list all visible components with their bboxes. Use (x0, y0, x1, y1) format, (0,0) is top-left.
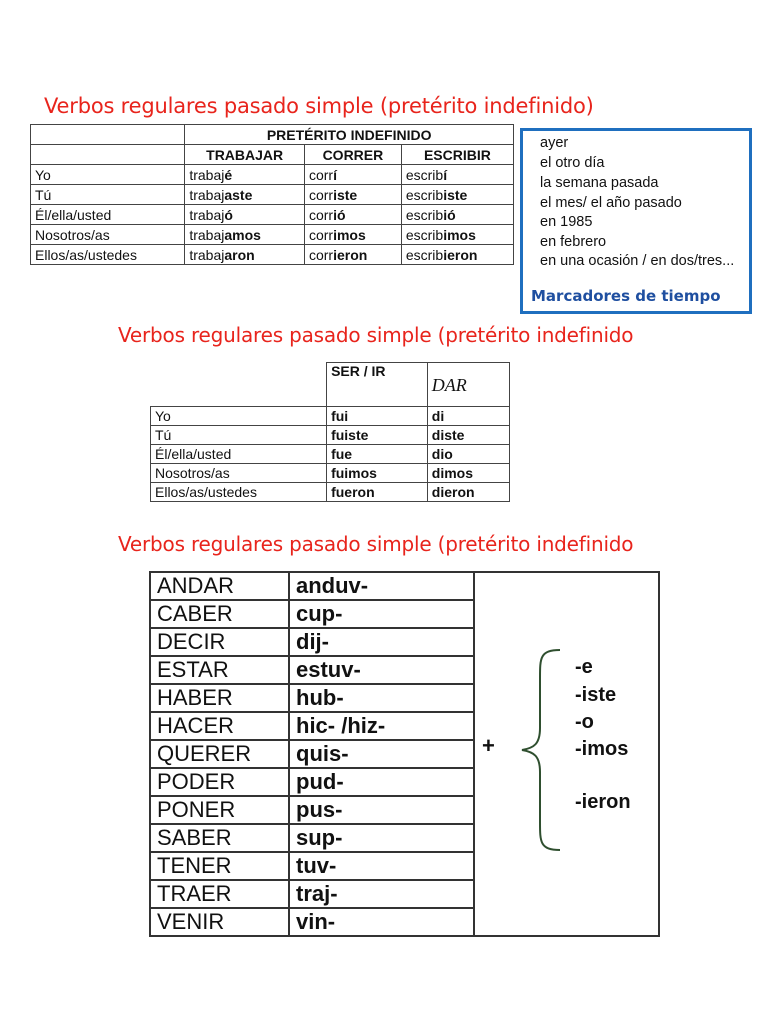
verb-cell: QUERER (150, 740, 289, 768)
pronoun-cell: Tú (151, 426, 327, 445)
verb-cell: ESTAR (150, 656, 289, 684)
section1-heading: Verbos regulares pasado simple (pretérito indefinido) (44, 94, 594, 118)
conjugation-cell (401, 165, 513, 185)
table-row (150, 712, 474, 740)
pronoun-cell: Nosotros/as (31, 225, 185, 245)
marker-item: el mes/ el año pasado (540, 195, 682, 211)
stem-text: escrib (405, 246, 444, 263)
ser-cell: fue (327, 445, 428, 464)
table-row (150, 684, 474, 712)
table-row (150, 656, 474, 684)
ser-cell: fueron (327, 483, 428, 502)
verb-cell: DECIR (150, 628, 289, 656)
stem-text: corr (308, 166, 334, 183)
ending-item: -e (575, 656, 593, 678)
stem-text: escrib (405, 206, 444, 223)
table-row (151, 445, 510, 464)
markers-title: Marcadores de tiempo (531, 287, 721, 305)
table-title: PRETÉRITO INDEFINIDO (185, 125, 514, 145)
pronoun-cell: Nosotros/as (151, 464, 327, 483)
table-row (150, 908, 474, 936)
stem-text: escrib (405, 226, 444, 243)
stem-cell: dij- (289, 628, 474, 656)
conjugation-cell (304, 165, 401, 185)
pronoun-cell: Ellos/as/ustedes (151, 483, 327, 502)
ending-text: iste (443, 186, 468, 203)
verb-cell: VENIR (150, 908, 289, 936)
ending-text: ió (443, 206, 456, 223)
stem-text: trabaj (189, 186, 225, 203)
column-header: ESCRIBIR (401, 145, 513, 165)
table-row (31, 245, 514, 265)
dar-label: DAR (431, 375, 467, 395)
ending-text: é (224, 166, 233, 183)
ending-item: -iste (575, 684, 617, 706)
empty-header-cell (31, 145, 185, 165)
ending-item: -o (575, 711, 594, 733)
verb-cell: PONER (150, 796, 289, 824)
conjugation-cell (185, 245, 305, 265)
curly-brace-icon (518, 648, 568, 852)
stem-text: corr (308, 246, 334, 263)
verb-cell: TRAER (150, 880, 289, 908)
pronoun-cell: Ellos/as/ustedes (31, 245, 185, 265)
table-row (31, 225, 514, 245)
stem-cell: vin- (289, 908, 474, 936)
ending-text: í (333, 166, 337, 183)
table-row (150, 880, 474, 908)
marker-item: en 1985 (540, 214, 593, 230)
dar-cell: di (427, 407, 509, 426)
time-markers-box (520, 128, 752, 314)
table-row (151, 407, 510, 426)
ending-text: imos (333, 226, 366, 243)
verb-cell: HABER (150, 684, 289, 712)
pronoun-cell: Yo (151, 407, 327, 426)
ending-text: ió (333, 206, 346, 223)
ending-text: amos (224, 226, 261, 243)
marker-item: la semana pasada (540, 175, 659, 191)
conjugation-cell (304, 225, 401, 245)
table-row (151, 426, 510, 445)
empty-header-cell (151, 363, 327, 407)
verb-cell: TENER (150, 852, 289, 880)
table-row (150, 572, 474, 600)
stem-cell: hub- (289, 684, 474, 712)
table-row (150, 824, 474, 852)
stem-cell: quis- (289, 740, 474, 768)
table-row (31, 205, 514, 225)
stem-cell: traj- (289, 880, 474, 908)
ser-cell: fui (327, 407, 428, 426)
ser-cell: fuiste (327, 426, 428, 445)
conjugation-cell (401, 185, 513, 205)
table-row (150, 600, 474, 628)
stem-text: corr (308, 186, 334, 203)
ending-text: ó (224, 206, 233, 223)
pronoun-cell: Él/ella/usted (151, 445, 327, 464)
dar-cell: dimos (427, 464, 509, 483)
conjugation-cell (304, 245, 401, 265)
stem-text: escrib (405, 166, 444, 183)
empty-header-cell (31, 125, 185, 145)
ending-item: -imos (575, 738, 629, 760)
stem-cell: anduv- (289, 572, 474, 600)
verb-cell: ANDAR (150, 572, 289, 600)
ending-text: iste (333, 186, 358, 203)
table-row (31, 165, 514, 185)
pronoun-cell: Tú (31, 185, 185, 205)
irregular-stems-table (149, 571, 475, 937)
table-row (151, 464, 510, 483)
column-header-dar (427, 363, 509, 407)
section3-heading: Verbos regulares pasado simple (pretérito indefinido (118, 532, 634, 556)
section2-heading: Verbos regulares pasado simple (pretérito indefinido (118, 323, 634, 347)
plus-sign: + (482, 733, 495, 758)
pronoun-cell: Él/ella/usted (31, 205, 185, 225)
dar-cell: diste (427, 426, 509, 445)
stem-cell: pus- (289, 796, 474, 824)
marker-item: ayer (540, 135, 569, 151)
conjugation-cell (304, 205, 401, 225)
pronoun-cell: Yo (31, 165, 185, 185)
table-row (150, 796, 474, 824)
marker-item: el otro día (540, 155, 605, 171)
stem-text: escrib (405, 186, 444, 203)
stem-text: trabaj (189, 246, 225, 263)
conjugation-cell (185, 185, 305, 205)
table-row (151, 483, 510, 502)
stem-cell: estuv- (289, 656, 474, 684)
conjugation-cell (185, 225, 305, 245)
table-row (150, 852, 474, 880)
verb-cell: HACER (150, 712, 289, 740)
stem-text: trabaj (189, 206, 225, 223)
stem-cell: sup- (289, 824, 474, 852)
conjugation-cell (304, 185, 401, 205)
table-row (150, 740, 474, 768)
stem-text: trabaj (189, 226, 225, 243)
ending-text: aste (224, 186, 253, 203)
verb-cell: PODER (150, 768, 289, 796)
ser-cell: fuimos (327, 464, 428, 483)
stem-cell: pud- (289, 768, 474, 796)
ending-item: -ieron (575, 791, 631, 813)
table-row (150, 768, 474, 796)
verb-cell: CABER (150, 600, 289, 628)
ending-text: aron (224, 246, 255, 263)
ending-text: imos (443, 226, 476, 243)
table-row (150, 628, 474, 656)
ser-ir-dar-table (150, 362, 510, 502)
stem-cell: cup- (289, 600, 474, 628)
column-header-ser-ir: SER / IR (327, 363, 428, 407)
column-header: CORRER (304, 145, 401, 165)
conjugation-cell (401, 225, 513, 245)
stem-text: trabaj (189, 166, 225, 183)
preterito-regular-table (30, 124, 514, 265)
stem-cell: tuv- (289, 852, 474, 880)
conjugation-cell (185, 205, 305, 225)
ending-text: í (443, 166, 448, 183)
conjugation-cell (401, 245, 513, 265)
ending-text: ieron (333, 246, 368, 263)
stem-cell: hic- /hiz- (289, 712, 474, 740)
marker-item: en febrero (540, 234, 607, 250)
conjugation-cell (185, 165, 305, 185)
stem-text: corr (308, 226, 334, 243)
marker-item: en una ocasión / en dos/tres... (540, 253, 735, 269)
verb-cell: SABER (150, 824, 289, 852)
table-row (31, 185, 514, 205)
dar-cell: dio (427, 445, 509, 464)
column-header: TRABAJAR (185, 145, 305, 165)
ending-text: ieron (443, 246, 478, 263)
stem-text: corr (308, 206, 334, 223)
conjugation-cell (401, 205, 513, 225)
dar-cell: dieron (427, 483, 509, 502)
